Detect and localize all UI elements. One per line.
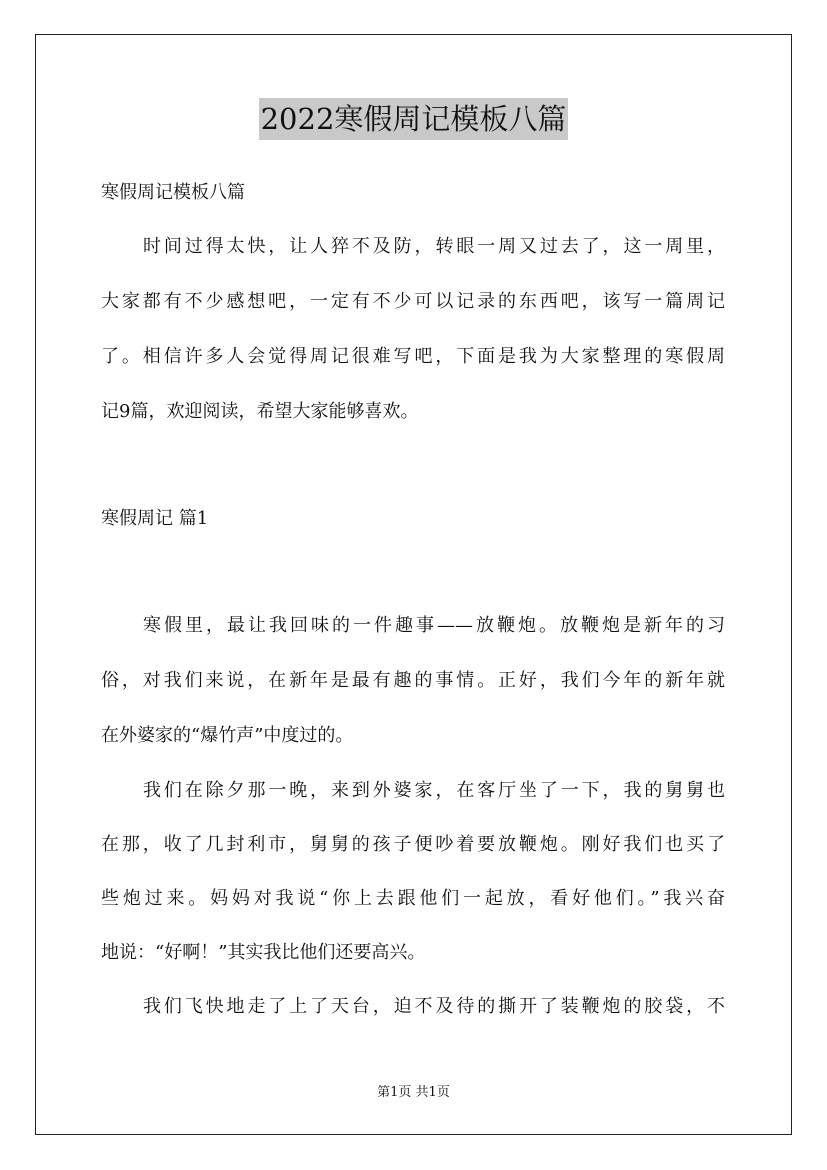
para1-line-1: 寒假里，最让我回味的一件趣事——放鞭炮。放鞭炮是新年的习 — [143, 615, 725, 636]
para2-line-1: 我们在除夕那一晚，来到外婆家，在客厅坐了一下，我的舅舅也 — [143, 780, 725, 801]
para2-line-2: 在那，收了几封利市，舅舅的孩子便吵着要放鞭炮。刚好我们也买了 — [101, 834, 725, 855]
para2-line-4: 地说：“好啊！”其实我比他们还要高兴。 — [101, 942, 426, 963]
para1-line-2: 俗，对我们来说，在新年是最有趣的事情。正好，我们今年的新年就 — [101, 670, 725, 691]
section-heading: 寒假周记 篇1 — [101, 508, 209, 529]
intro-line-4: 记9篇，欢迎阅读，希望大家能够喜欢。 — [101, 401, 419, 422]
document-title: 2022寒假周记模板八篇 — [259, 98, 569, 140]
intro-line-2: 大家都有不少感想吧，一定有不少可以记录的东西吧，该写一篇周记 — [101, 291, 725, 312]
title-container — [0, 98, 827, 140]
intro-line-3: 了。相信许多人会觉得周记很难写吧，下面是我为大家整理的寒假周 — [101, 346, 725, 367]
document-subtitle: 寒假周记模板八篇 — [101, 182, 245, 203]
para1-line-3: 在外婆家的“爆竹声”中度过的。 — [101, 725, 354, 746]
para2-line-3: 些炮过来。妈妈对我说“你上去跟他们一起放，看好他们。”我兴奋 — [101, 888, 725, 909]
intro-line-1: 时间过得太快，让人猝不及防，转眼一周又过去了，这一周里， — [143, 236, 725, 257]
page-footer: 第1页 共1页 — [377, 1085, 450, 1100]
para3-line-1: 我们飞快地走了上了天台，迫不及待的撕开了装鞭炮的胶袋，不 — [143, 996, 725, 1017]
